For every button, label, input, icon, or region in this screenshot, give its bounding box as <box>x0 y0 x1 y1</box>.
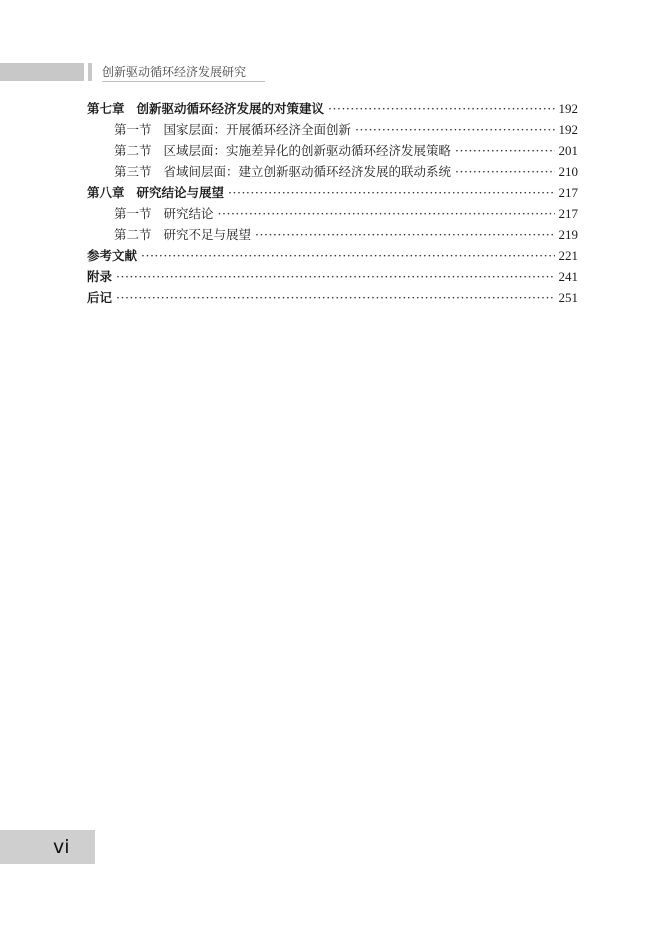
toc-entry-title: 后记 <box>87 290 113 305</box>
toc-entry-ch8-section-2[interactable] <box>87 224 578 245</box>
header-divider-mark <box>88 63 92 81</box>
toc-entry-page: 192 <box>558 122 578 137</box>
page-number-tab <box>0 830 95 864</box>
toc-entry-appendix[interactable] <box>87 266 578 287</box>
toc-entry-number: 第一节 <box>114 122 152 137</box>
header-underline <box>102 81 265 82</box>
toc-dot-leader <box>116 287 554 308</box>
toc-dot-leader <box>141 245 554 266</box>
toc-entry-page: 210 <box>558 164 578 179</box>
toc-entry-number: 第一节 <box>114 206 152 221</box>
toc-entry-page: 201 <box>558 143 578 158</box>
toc-dot-leader <box>455 161 554 182</box>
toc-dot-leader <box>355 119 554 140</box>
toc-entry-number: 第三节 <box>114 164 152 179</box>
toc-dot-leader <box>116 266 554 287</box>
toc-entry-page: 241 <box>558 269 578 284</box>
table-of-contents <box>87 98 578 308</box>
toc-dot-leader <box>218 203 555 224</box>
toc-entry-title: 参考文献 <box>87 248 138 263</box>
toc-entry-title: 研究结论 <box>163 206 214 221</box>
toc-dot-leader <box>255 224 554 245</box>
page-number: vi <box>53 836 70 858</box>
toc-dot-leader <box>455 140 554 161</box>
toc-entry-title: 研究结论与展望 <box>136 185 225 200</box>
toc-entry-title: 区域层面：实施差异化的创新驱动循环经济发展策略 <box>163 143 452 158</box>
running-header-title: 创新驱动循环经济发展研究 <box>102 65 247 79</box>
toc-entry-postscript[interactable] <box>87 287 578 308</box>
toc-entry-chapter-8[interactable] <box>87 182 578 203</box>
toc-entry-number: 第七章 <box>87 101 125 116</box>
toc-entry-title: 创新驱动循环经济发展的对策建议 <box>136 101 325 116</box>
toc-entry-title: 国家层面：开展循环经济全面创新 <box>163 122 352 137</box>
toc-entry-number: 第二节 <box>114 227 152 242</box>
toc-entry-page: 221 <box>558 248 578 263</box>
toc-entry-ch7-section-2[interactable] <box>87 140 578 161</box>
toc-entry-title: 研究不足与展望 <box>163 227 252 242</box>
toc-entry-ch7-section-1[interactable] <box>87 119 578 140</box>
toc-entry-references[interactable] <box>87 245 578 266</box>
toc-entry-chapter-7[interactable] <box>87 98 578 119</box>
toc-entry-page: 219 <box>558 227 578 242</box>
toc-dot-leader <box>228 182 554 203</box>
toc-entry-page: 251 <box>558 290 578 305</box>
toc-entry-page: 192 <box>558 101 578 116</box>
toc-entry-number: 第八章 <box>87 185 125 200</box>
toc-entry-title: 附录 <box>87 269 113 284</box>
toc-entry-number: 第二节 <box>114 143 152 158</box>
header-gray-bar <box>0 63 84 81</box>
toc-dot-leader <box>328 98 554 119</box>
toc-entry-title: 省域间层面：建立创新驱动循环经济发展的联动系统 <box>163 164 452 179</box>
toc-entry-ch7-section-3[interactable] <box>87 161 578 182</box>
toc-entry-ch8-section-1[interactable] <box>87 203 578 224</box>
toc-entry-page: 217 <box>558 185 578 200</box>
toc-entry-page: 217 <box>558 206 578 221</box>
